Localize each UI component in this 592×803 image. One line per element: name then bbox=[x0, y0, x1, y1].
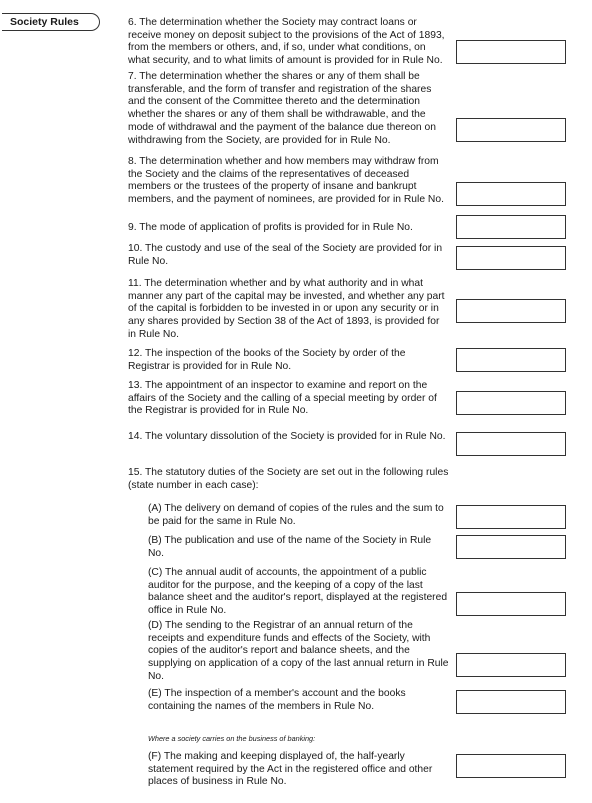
rule-number-field-12[interactable] bbox=[456, 348, 566, 372]
rule-item-7: 7. The determination whether the shares or any of them shall be transferable, and the form of transfer and registration of the shares and the consent of the Committee thereto and the determination whether the shares or any of them shall be withdrawable, and the mode of withdrawal and the payment of the balance due thereon on withdrawing from the Society, are provided for in Rule No. bbox=[128, 71, 436, 146]
rule-item-11: 11. The determination whether and by what authority and in what manner any part of the capital may be invested, and whether any part of the capital is forbidden to be invested in or upon any security or in any shares provided by Section 38 of the Act of 1893, is provided for in Rule No. bbox=[128, 278, 445, 340]
rule-number-field-15e[interactable] bbox=[456, 690, 566, 714]
rule-item-15f: (F) The making and keeping displayed of, the half-yearly statement required by the Act in the registered office and other places of business in Rule No. bbox=[148, 751, 433, 788]
rule-item-9: 9. The mode of application of profits is provided for in Rule No. bbox=[128, 222, 413, 233]
rule-item-13: 13. The appointment of an inspector to examine and report on the affairs of the Society and the calling of a special meeting by order of the Registrar is provided for in Rule No. bbox=[128, 380, 437, 417]
rule-item-15: 15. The statutory duties of the Society are set out in the following rules (state number in each case): bbox=[128, 467, 449, 491]
rule-number-field-13[interactable] bbox=[456, 391, 566, 415]
rule-item-15c: (C) The annual audit of accounts, the appointment of a public auditor for the purpose, and the keeping of a copy of the last balance sheet and the auditor's report, displayed at the registered office in Rule No. bbox=[148, 567, 448, 617]
banking-note: Where a society carries on the business of banking: bbox=[148, 734, 316, 743]
rule-number-field-9[interactable] bbox=[456, 215, 566, 239]
rule-item-15d: (D) The sending to the Registrar of an annual return of the receipts and expenditure funds and effects of the Society, with copies of the auditor's report and balance sheets, and the supplying on application of a copy of the last annual return in Rule No. bbox=[148, 620, 449, 682]
rule-item-14: 14. The voluntary dissolution of the Society is provided for in Rule No. bbox=[128, 431, 446, 442]
rule-number-field-15d[interactable] bbox=[456, 653, 566, 677]
rule-number-field-6[interactable] bbox=[456, 40, 566, 64]
rule-number-field-7[interactable] bbox=[456, 118, 566, 142]
rule-number-field-15b[interactable] bbox=[456, 535, 566, 559]
rule-number-field-14[interactable] bbox=[456, 432, 566, 456]
rule-number-field-15a[interactable] bbox=[456, 505, 566, 529]
rule-number-field-10[interactable] bbox=[456, 246, 566, 270]
section-tab-label: Society Rules bbox=[10, 16, 79, 28]
rule-item-15a: (A) The delivery on demand of copies of the rules and the sum to be paid for the same in Rule No. bbox=[148, 503, 444, 527]
rule-number-field-15c[interactable] bbox=[456, 592, 566, 616]
rule-number-field-11[interactable] bbox=[456, 299, 566, 323]
rule-item-15e: (E) The inspection of a member's account and the books containing the names of the members in Rule No. bbox=[148, 688, 406, 712]
rule-number-field-15f[interactable] bbox=[456, 754, 566, 778]
rule-number-field-8[interactable] bbox=[456, 182, 566, 206]
section-tab bbox=[2, 13, 100, 31]
rule-item-8: 8. The determination whether and how members may withdraw from the Society and the claims of the representatives of deceased members or the trustees of the property of insane and bankrupt members, and the payment of nominees, are provided for in Rule No. bbox=[128, 156, 444, 206]
rule-item-10: 10. The custody and use of the seal of the Society are provided for in Rule No. bbox=[128, 243, 443, 267]
rule-item-15b: (B) The publication and use of the name of the Society in Rule No. bbox=[148, 535, 432, 559]
rule-item-12: 12. The inspection of the books of the Society by order of the Registrar is provided for in Rule No. bbox=[128, 348, 406, 372]
rule-item-6: 6. The determination whether the Society may contract loans or receive money on deposit subject to the provisions of the Act of 1893, from the members or others, and, if so, under what conditions, on what security, and to what limits of amount is provided for in Rule No. bbox=[128, 17, 445, 67]
